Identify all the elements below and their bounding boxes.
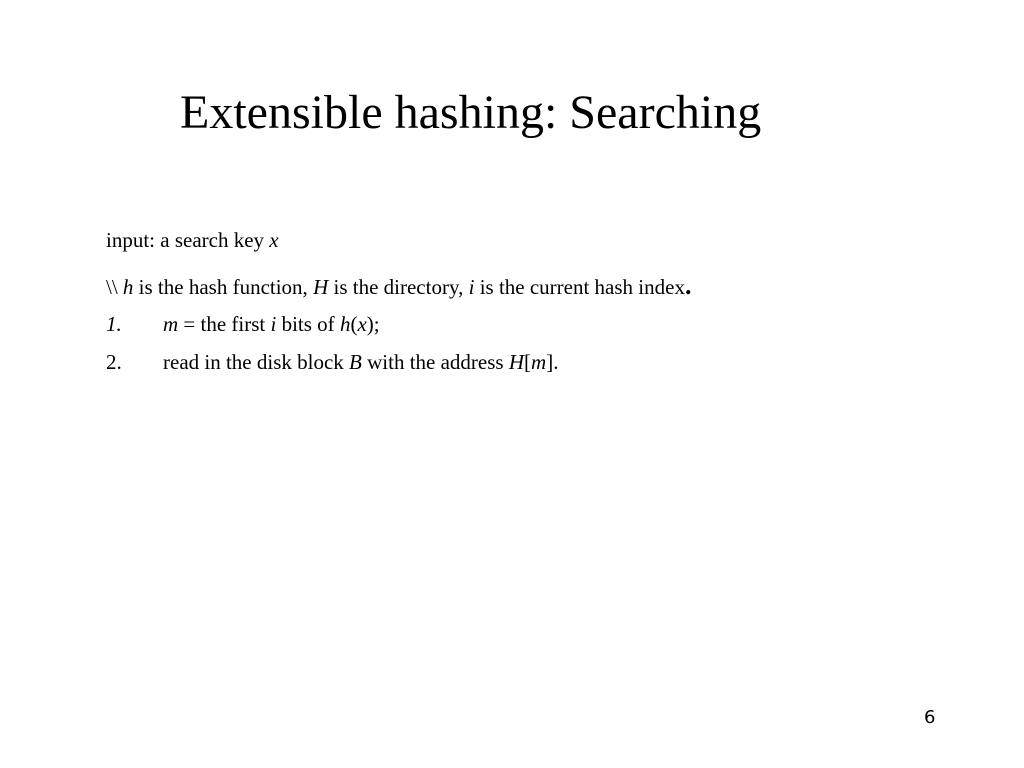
step-2-text-1: read in the disk block xyxy=(163,350,350,374)
comment-line xyxy=(106,273,691,300)
var-m: m xyxy=(163,312,179,336)
input-line xyxy=(106,227,279,253)
input-text: input: a search key xyxy=(106,228,270,252)
var-h: h xyxy=(122,275,134,299)
var-h: h xyxy=(339,312,351,336)
comment-text-2: is the directory, xyxy=(328,275,469,299)
var-x: x xyxy=(269,228,279,252)
page-number: 6 xyxy=(924,707,936,728)
step-1-number: 1. xyxy=(106,312,122,336)
var-H: H xyxy=(508,350,525,374)
var-x: x xyxy=(357,312,367,336)
step-2-number: 2. xyxy=(106,350,122,374)
comment-text-3: is the current hash index xyxy=(474,275,685,299)
step-2-text-3: ]. xyxy=(546,350,559,374)
step-2-text-2: with the address xyxy=(361,350,509,374)
step-1-text-3: ); xyxy=(366,312,380,336)
step-1-paren: ( xyxy=(350,312,358,336)
var-H: H xyxy=(313,275,329,299)
var-i: i xyxy=(270,312,277,336)
slide-title: Extensible hashing: Searching xyxy=(180,86,762,139)
comment-text-1: is the hash function, xyxy=(133,275,314,299)
var-i: i xyxy=(468,275,475,299)
step-2-bracket: [ xyxy=(524,350,532,374)
var-m: m xyxy=(531,350,547,374)
comment-period: . xyxy=(684,271,692,300)
step-1-text-1: = the first xyxy=(178,312,271,336)
var-B: B xyxy=(349,350,362,374)
step-1-text-2: bits of xyxy=(276,312,340,336)
step-2 xyxy=(106,349,558,375)
step-1 xyxy=(106,311,380,337)
comment-prefix: \\ xyxy=(106,275,123,299)
